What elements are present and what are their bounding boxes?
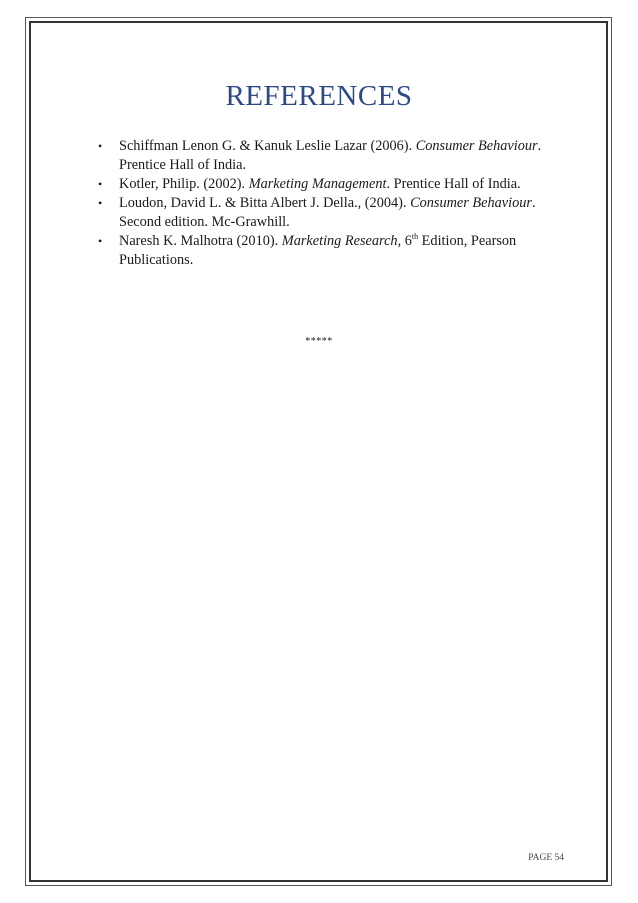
reference-list <box>98 137 568 270</box>
reference-title: Marketing Research <box>281 233 398 249</box>
bullet-icon: • <box>98 196 103 210</box>
reference-authors: Naresh K. Malhotra (2010). <box>119 233 282 249</box>
reference-item <box>98 194 568 232</box>
reference-title: Consumer Behaviour <box>415 138 538 154</box>
reference-publisher: . Prentice Hall of India. <box>386 176 521 192</box>
reference-publisher: . Second edition. Mc-Grawhill. <box>119 195 536 230</box>
reference-authors: Kotler, Philip. (2002). <box>119 176 249 192</box>
reference-item <box>98 175 568 194</box>
bullet-icon: • <box>98 139 103 153</box>
reference-item <box>98 232 568 270</box>
bullet-icon: • <box>98 234 103 248</box>
reference-item <box>98 137 568 175</box>
reference-authors: Loudon, David L. & Bitta Albert J. Della., (2004). <box>119 195 411 211</box>
reference-publisher: Edition, Pearson Publications. <box>119 233 517 268</box>
reference-title: Consumer Behaviour <box>410 195 532 211</box>
bullet-icon: • <box>98 177 103 191</box>
reference-title: Marketing Management <box>248 176 387 192</box>
page-number: PAGE 54 <box>528 853 564 863</box>
reference-edition-suffix: th <box>411 232 419 242</box>
reference-authors: Schiffman Lenon G. & Kanuk Leslie Lazar (2006). <box>119 138 416 154</box>
page-title: REFERENCES <box>225 80 413 112</box>
reference-edition: , 6 <box>397 233 412 249</box>
reference-publisher: . Prentice Hall of India. <box>119 138 542 173</box>
section-divider: ***** <box>305 336 333 347</box>
